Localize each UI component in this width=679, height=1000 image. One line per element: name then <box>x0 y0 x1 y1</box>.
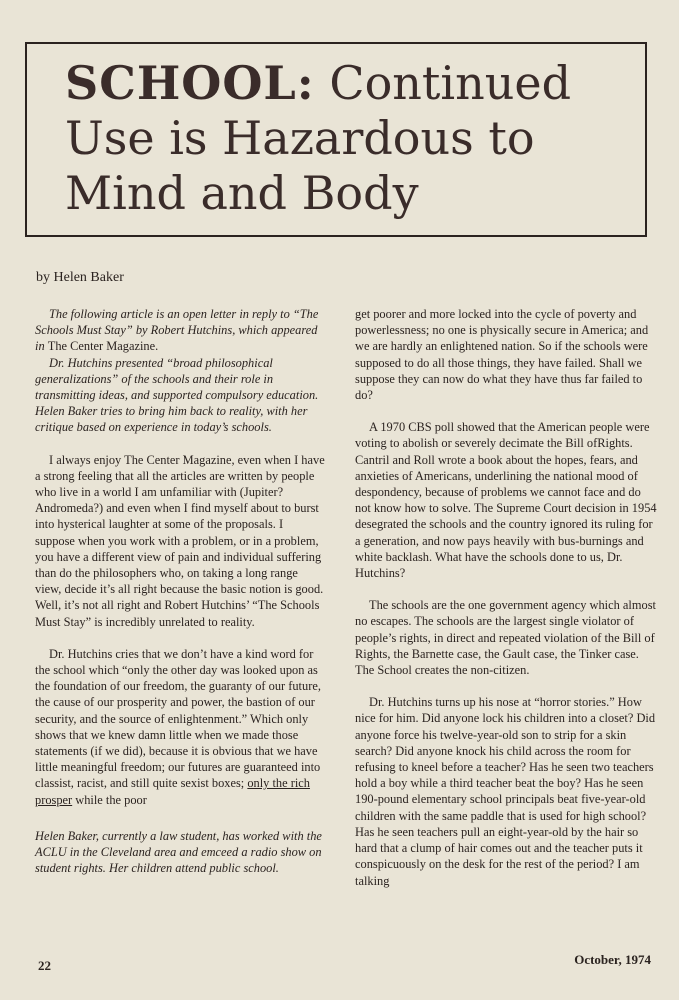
title-line-3: Mind and Body <box>65 166 419 220</box>
issue-date: October, 1974 <box>574 952 651 967</box>
left-column <box>35 306 325 877</box>
body-paragraph <box>35 646 325 808</box>
title-line-1 <box>65 56 645 111</box>
intro-paragraph-2: Dr. Hutchins presented “broad philosophical generalizations” of the schools and their role in transmitting ideas, and supported compulsory education. Helen Baker tries to bring him back to reality, with her critique based on experience in today’s schools. <box>35 355 319 435</box>
author-bio: Helen Baker, currently a law student, has worked with the ACLU in the Cleveland area and emceed a radio show on student rights. Her children attend public school. <box>35 828 322 876</box>
title-box <box>25 42 647 237</box>
body-paragraph: I always enjoy The Center Magazine, even when I have a strong feeling that all the articles are written by people who live in a world I am unfamiliar with (Jupiter? Andromeda?) and even when I find myself about to burst into hysterical laughter at some of the proposals. I suppose when you work with a problem, or in a problem, you have a different view of pain and individual suffering than do the philosophers who, on taking a long range view, decide it’s all right because the basic notion is good. Well, it’s not all right and Robert Hutchins’ “The Schools Must Stay” is incredibly unrelated to reality. <box>35 452 325 629</box>
title-continued: Continued <box>314 56 572 110</box>
title-school: SCHOOL: <box>65 56 315 110</box>
title-line-2: Use is Hazardous to <box>65 111 535 165</box>
body-paragraph: A 1970 CBS poll showed that the American people were voting to abolish or severely decimate the Bill ofRights. Cantril and Roll wrote a book about the hopes, fears, and anxieties of Americans, underlining the national mood of despondency, because of problems we cannot face and do not know how to solve. The Supreme Court decision in 1954 desegrated the schools and the country ignored its ruling for a generation, and now pays heavily with bus-burnings and white backlash. What have the schools done to us, Dr. Hutchins? <box>355 420 657 581</box>
body-paragraph: Dr. Hutchins turns up his nose at “horror stories.” How nice for him. Did anyone lock his children into a closet? Did anyone force his twelve-year-old son to strip for a skin search? Did anyone knock his child across the room for refusing to kneel before a teacher? Has he seen two teachers hold a boy while a third teacher beat the boy? Has he seen 190-pound elementary school principals beat five-year-old children with the same paddle that is used for high school? Has he seen teachers pull an eight-year-old by the hair so hard that a clump of hair comes out and the teacher puts it conspicuously on the desk for the rest of the period? I am talking <box>355 695 656 888</box>
byline: by Helen Baker <box>36 270 124 285</box>
body-text: while the poor <box>72 792 147 807</box>
body-paragraph: The schools are the one government agency which almost no escapes. The schools are the largest single violator of people’s rights, in direct and repeated violation of the Bill of Rights, the Barnette case, the Gault case, the Tinker case. The School creates the non-citizen. <box>355 598 656 678</box>
underlined-text: only the rich prosper <box>35 776 310 807</box>
body-text: Dr. Hutchins cries that we don’t have a kind word for the school which “only the other day was looked upon as the foundation of our freedom, the guaranty of our future, the cause of our prosperity and power, the bastion of our security, and the source of enlightenment.” Which only shows that we knew damn little when we made those statements (if we did), because it is obvious that we have little meaningful freedom; our futures are guaranteed into classist, racist, and still quite sexist boxes; <box>35 646 321 791</box>
page-number: 22 <box>38 958 51 973</box>
intro-paragraph-1 <box>35 306 325 355</box>
right-column <box>355 306 657 889</box>
intro-text: The following article is an open letter in reply to “The Schools Must Stay” by Robert Hutchins, which appeared in <box>35 307 319 354</box>
intro-magazine-name: The Center Magazine. <box>47 339 159 354</box>
body-paragraph: get poorer and more locked into the cycle of poverty and powerlessness; no one is physically secure in America; and we are hardly an enlightened nation. So if the schools were supposed to do all those things, they have failed. Shall we suppose they can now do what they have thus far failed to do? <box>355 307 649 403</box>
